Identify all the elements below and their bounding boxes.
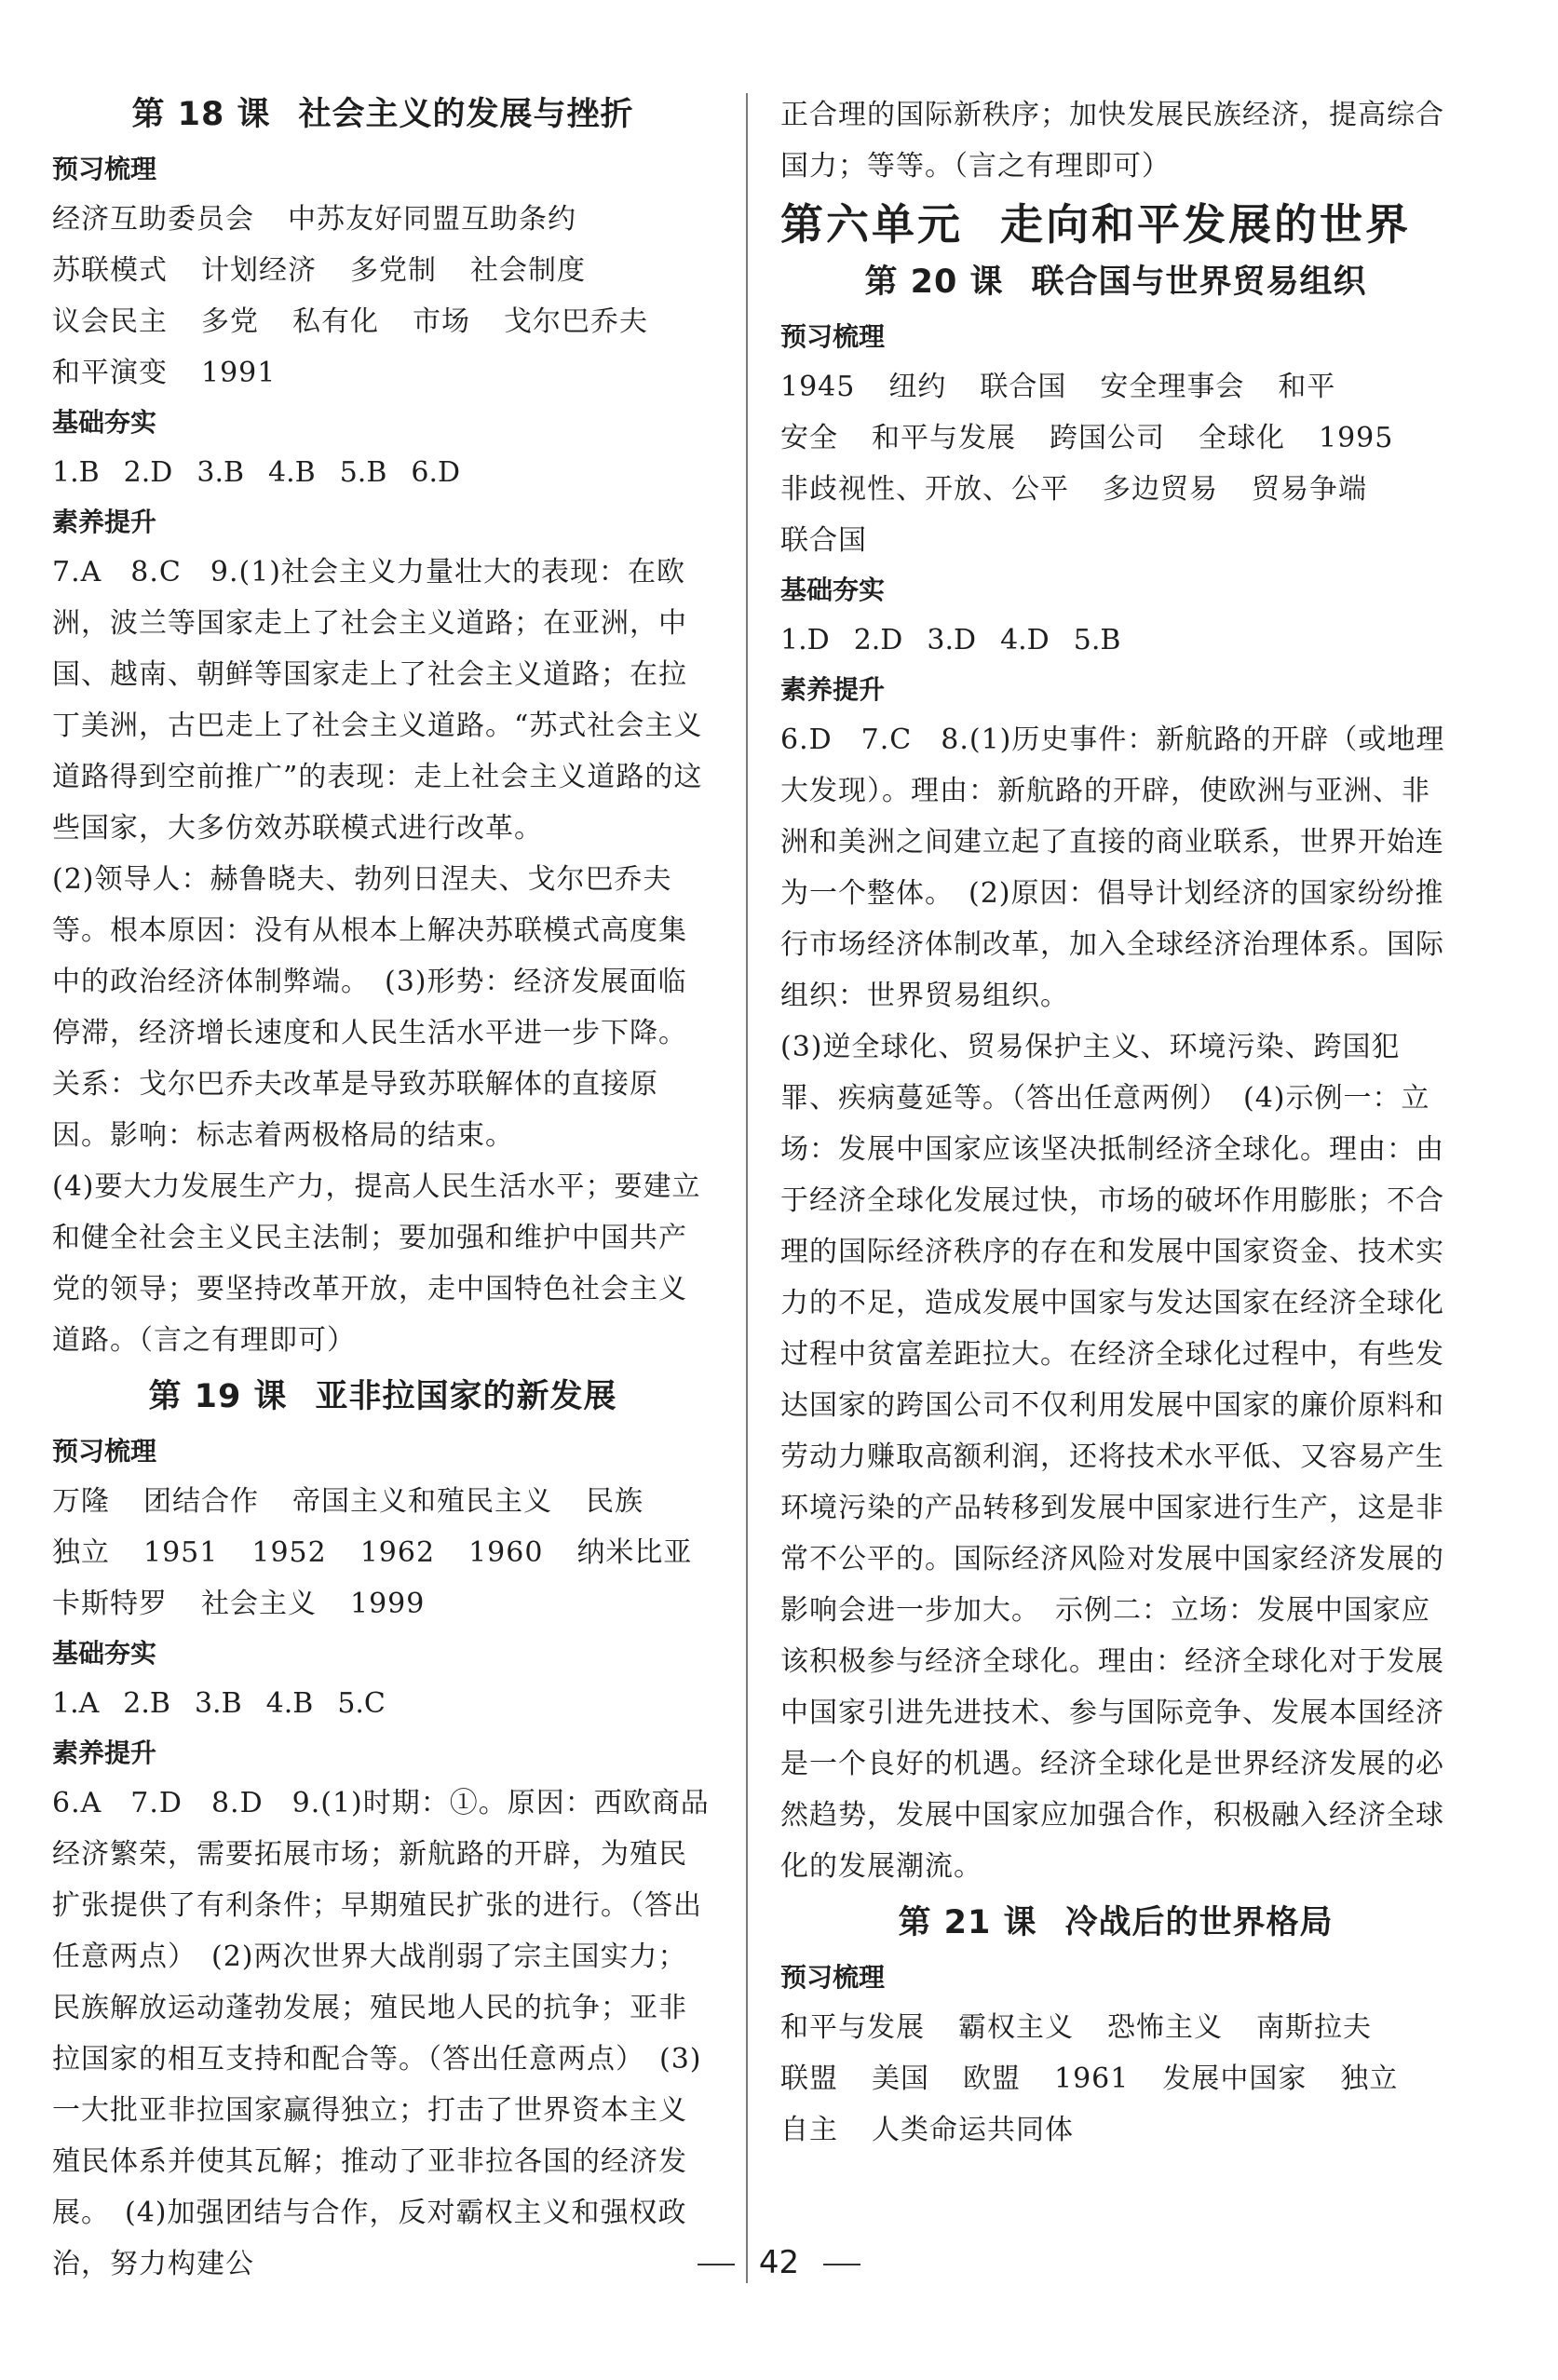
preview-answers <box>52 1476 713 1629</box>
improve-answers-continued: 正合理的国际新秩序；加快发展民族经济，提高综合国力；等等。（言之有理即可） <box>780 99 1444 183</box>
preview-term: 卡斯特罗 <box>52 1588 168 1620</box>
preview-term: 社会制度 <box>470 254 586 287</box>
improve-answers: 7.A 8.C 9.(1)社会主义力量壮大的表现：在欧洲，波兰等国家走上了社会主义道路；在亚洲，中国、越南、朝鲜等国家走上了社会主义道路；在拉丁美洲，古巴走上了社会主义道路。“苏式社会主义道路得到空前推广”的表现：走上社会主义道路的这些国家，大多仿效苏联模式进行改革。 (2)领导人：赫鲁晓夫、勃列日涅夫、戈尔巴乔夫等。根本原因：没有从根本上解决苏联模式高度集中的政治经济体制弊端。 (3)形势：经济发展面临停滞，经济增长速度和人民生活水平进一步下降。关系：戈尔巴乔夫改革是导致苏联解体的直接原因。影响：标志着两极格局的结束。 (4)要大力发展生产力，提高人民生活水平；要建立和健全社会主义民主法制；要加强和维护中国共产党的领导；要坚持改革开放，走中国特色社会主义道路。（言之有理即可） <box>52 556 703 1357</box>
dash-left <box>698 2264 735 2265</box>
choice-answer: 4.D <box>1000 624 1050 656</box>
preview-term: 计划经济 <box>201 254 317 287</box>
preview-term: 经济互助委员会 <box>52 203 254 236</box>
choice-answer: 1.D <box>780 624 830 656</box>
preview-term: 霸权主义 <box>958 2011 1074 2044</box>
preview-term: 多党 <box>201 305 259 338</box>
preview-term: 多边贸易 <box>1103 473 1218 506</box>
choice-answer: 5.C <box>337 1687 386 1720</box>
preview-row <box>52 245 713 296</box>
lesson-number: 第 18 课 <box>131 96 271 133</box>
preview-answers <box>780 361 1451 566</box>
preview-row <box>52 1476 713 1527</box>
preview-row <box>780 2002 1451 2053</box>
choice-answer: 3.B <box>194 1687 242 1720</box>
lesson-number: 第 21 课 <box>898 1904 1037 1941</box>
preview-term: 欧盟 <box>963 2062 1021 2095</box>
preview-row <box>52 194 713 245</box>
preview-term: 南斯拉夫 <box>1256 2011 1372 2044</box>
preview-row <box>780 464 1451 515</box>
preview-term: 贸易争端 <box>1252 473 1367 506</box>
basic-answers <box>780 615 1451 666</box>
preview-term: 苏联模式 <box>52 254 168 287</box>
preview-term: 纳米比亚 <box>576 1536 693 1569</box>
preview-term: 独立 <box>52 1536 110 1569</box>
unit-title: 走向和平发展的世界 <box>1000 199 1411 250</box>
improve-answers: 6.D 7.C 8.(1)历史事件：新航路的开辟（或地理大发现）。理由：新航路的开辟，使欧洲与亚洲、非洲和美洲之间建立起了直接的商业联系，世界开始连为一个整体。 (2)原因：倡导计划经济的国家纷纷推行市场经济体制改革，加入全球经济治理体系。国际组织：世界贸易组织。 (3)逆全球化、贸易保护主义、环境污染、跨国犯罪、疾病蔓延等。（答出任意两例） (4)示例一：立场：发展中国家应该坚决抵制经济全球化。理由：由于经济全球化发展过快，市场的破坏作用膨胀；不合理的国际经济秩序的存在和发展中国家资金、技术实力的不足，造成发展中国家与发达国家在经济全球化过程中贫富差距拉大。在经济全球化过程中，有些发达国家的跨国公司不仅利用发展中国家的廉价原料和劳动力赚取高额利润，还将技术水平低、又容易产生环境污染的产品转移到发展中国家进行生产，这是非常不公平的。国际经济风险对发展中国家经济发展的影响会进一步加大。 示例二：立场：发展中国家应该积极参与经济全球化。理由：经济全球化对于发展中国家引进先进技术、参与国际竞争、发展本国经济是一个良好的机遇。经济全球化是世界经济发展的必然趋势，发展中国家应加强合作，积极融入经济全球化的发展潮流。 <box>780 723 1445 1883</box>
preview-answers <box>780 2002 1451 2156</box>
preview-term: 万隆 <box>52 1485 110 1518</box>
preview-term: 1960 <box>468 1536 544 1569</box>
choice-answer: 5.B <box>1073 624 1121 656</box>
choice-answer: 2.D <box>123 456 173 489</box>
right-column <box>780 89 1451 2156</box>
choice-answer: 6.D <box>411 456 461 489</box>
choice-answer: 4.B <box>268 456 316 489</box>
choice-answer: 4.B <box>265 1687 314 1720</box>
choice-answer: 5.B <box>339 456 387 489</box>
preview-term: 议会民主 <box>52 305 168 338</box>
section-heading-basic: 基础夯实 <box>780 575 886 605</box>
preview-term: 跨国公司 <box>1050 422 1165 454</box>
lesson-title: 冷战后的世界格局 <box>1064 1904 1334 1941</box>
section-heading-preview: 预习梳理 <box>52 154 157 184</box>
choice-answer: 1.A <box>52 1687 100 1720</box>
preview-row <box>780 2053 1451 2104</box>
dash-right <box>823 2264 860 2265</box>
lesson-title: 亚非拉国家的新发展 <box>315 1378 617 1415</box>
lesson-21-heading <box>780 1896 1451 1950</box>
section-heading-improve: 素养提升 <box>780 674 886 705</box>
preview-term: 团结合作 <box>143 1485 259 1518</box>
section-heading-improve: 素养提升 <box>52 1738 157 1768</box>
choice-answer: 3.B <box>196 456 245 489</box>
preview-row <box>52 1578 713 1629</box>
preview-term: 联盟 <box>780 2062 838 2095</box>
unit-number: 第六单元 <box>780 199 963 250</box>
preview-term: 1991 <box>201 357 277 389</box>
preview-term: 市场 <box>413 305 470 338</box>
preview-term: 和平与发展 <box>872 422 1016 454</box>
preview-row <box>52 1527 713 1578</box>
preview-row <box>52 296 713 347</box>
basic-answers <box>52 447 713 498</box>
preview-term: 纽约 <box>888 371 947 403</box>
preview-term: 联合国 <box>980 371 1067 403</box>
preview-term: 和平演变 <box>52 357 168 389</box>
preview-term: 恐怖主义 <box>1107 2011 1223 2044</box>
section-heading-preview: 预习梳理 <box>52 1436 157 1467</box>
section-heading-improve: 素养提升 <box>52 507 157 537</box>
preview-term: 1945 <box>780 371 856 403</box>
preview-term: 联合国 <box>780 524 867 557</box>
preview-term: 民族 <box>586 1485 644 1518</box>
preview-row <box>780 515 1451 566</box>
preview-term: 安全 <box>780 422 838 454</box>
preview-term: 1961 <box>1054 2062 1130 2095</box>
lesson-18-heading <box>52 88 713 142</box>
preview-row <box>52 347 713 399</box>
choice-answer: 2.B <box>123 1687 170 1720</box>
preview-term: 和平 <box>1278 371 1336 403</box>
preview-term: 自主 <box>780 2114 838 2146</box>
lesson-number: 第 19 课 <box>148 1378 288 1415</box>
preview-term: 发展中国家 <box>1162 2062 1307 2095</box>
column-divider <box>746 93 748 2283</box>
preview-term: 和平与发展 <box>780 2011 925 2044</box>
lesson-number: 第 20 课 <box>864 264 1004 301</box>
choice-answer: 3.D <box>927 624 977 656</box>
preview-term: 帝国主义和殖民主义 <box>292 1485 552 1518</box>
preview-term: 安全理事会 <box>1100 371 1245 403</box>
section-heading-preview: 预习梳理 <box>780 321 886 352</box>
preview-row <box>780 412 1451 464</box>
improve-answers: 6.A 7.D 8.D 9.(1)时期：①。原因：西欧商品经济繁荣，需要拓展市场；新航路的开辟，为殖民扩张提供了有利条件；早期殖民扩张的进行。（答出任意两点） (2)两次世界大战削弱了宗主国实力；民族解放运动蓬勃发展；殖民地人民的抗争；亚非拉国家的相互支持和配合等。（答出任意两点） (3)一大批亚非拉国家赢得独立；打击了世界资本主义殖民体系并使其瓦解；推动了亚非拉各国的经济发展。 (4)加强团结与合作，反对霸权主义和强权政治，努力构建公 <box>52 1787 710 2280</box>
basic-answers <box>52 1678 713 1729</box>
section-heading-basic: 基础夯实 <box>52 407 157 438</box>
preview-term: 美国 <box>872 2062 929 2095</box>
preview-term: 1995 <box>1319 422 1394 454</box>
preview-term: 社会主义 <box>201 1588 317 1620</box>
lesson-19-heading <box>52 1370 713 1424</box>
section-heading-preview: 预习梳理 <box>780 1962 886 1993</box>
preview-term: 多党制 <box>350 254 437 287</box>
page-number <box>0 2240 1558 2285</box>
preview-term: 1952 <box>251 1536 327 1569</box>
lesson-title: 社会主义的发展与挫折 <box>298 96 634 133</box>
choice-answer: 1.B <box>52 456 100 489</box>
preview-term: 人类命运共同体 <box>872 2114 1074 2146</box>
preview-term: 戈尔巴乔夫 <box>504 305 648 338</box>
lesson-20-heading <box>780 255 1451 309</box>
choice-answer: 2.D <box>853 624 903 656</box>
preview-term: 私有化 <box>292 305 379 338</box>
page-number-text: 42 <box>758 2244 800 2281</box>
section-heading-basic: 基础夯实 <box>52 1638 157 1669</box>
preview-term: 独立 <box>1340 2062 1399 2095</box>
preview-term: 中苏友好同盟互助条约 <box>288 203 576 236</box>
preview-row <box>780 2104 1451 2156</box>
preview-row <box>780 361 1451 412</box>
lesson-title: 联合国与世界贸易组织 <box>1031 264 1367 301</box>
preview-answers <box>52 194 713 399</box>
preview-term: 1962 <box>359 1536 436 1569</box>
preview-term: 非歧视性、开放、公平 <box>780 473 1069 506</box>
preview-term: 全球化 <box>1199 422 1285 454</box>
unit-6-heading <box>780 194 1451 255</box>
left-column <box>52 88 713 2290</box>
preview-term: 1999 <box>350 1588 426 1620</box>
preview-term: 1951 <box>143 1536 219 1569</box>
